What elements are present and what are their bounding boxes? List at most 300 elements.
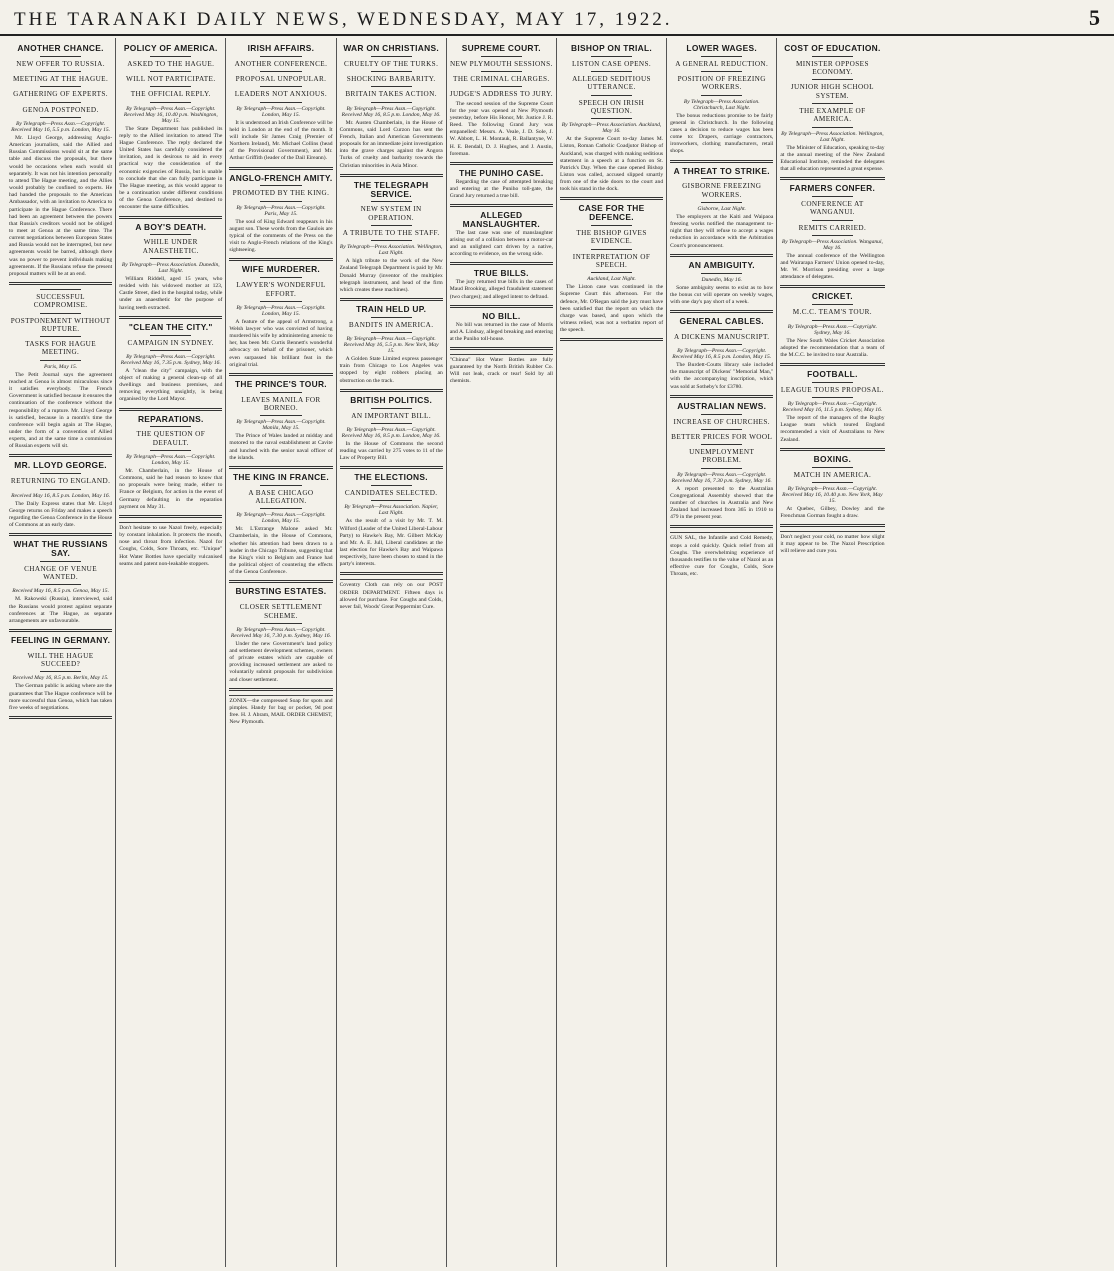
article-body — [670, 285, 773, 306]
article-paragraph: Mr. Austen Chamberlain, in the House of Commons, said Lord Curzon has sent the French, Italian and American Governments proposals for an immediate joint investigation into the grave charges against the Angora Turks of cruelty and barbarity towards the Christian minorities in Asia Minor. — [339, 119, 443, 169]
article-subhead: WHILE UNDER ANAESTHETIC. — [142, 238, 199, 255]
divider-rule — [40, 56, 81, 57]
divider-rule — [812, 320, 854, 321]
article-headline: POLICY OF AMERICA. — [123, 43, 218, 53]
divider-rule — [260, 277, 301, 278]
news-column — [116, 38, 226, 1267]
divider-rule — [150, 335, 191, 336]
article-body — [670, 214, 773, 250]
article-dateline: By Telegraph—Press Assn.—Copyright. Received May 16, 8.5 p.m. London, May 16. — [341, 426, 441, 439]
divider-rule — [812, 103, 854, 104]
article-body — [119, 468, 222, 511]
article-subhead: POSITION OF FREEZING WORKERS. — [677, 75, 766, 92]
divider-rule — [260, 102, 301, 103]
article-dateline: By Telegraph—Press Assn.—Copyright. Received May 16, 7.35 p.m. Sydney, May 16. — [120, 353, 221, 366]
advertisement-text: Coventry Cloth can rely on our POST ORDER DEPARTMENT. Fifteen days is allowed for purchase. For Coughs and Colds, never fail, Woods' Great Peppermint Cure. — [340, 579, 443, 611]
divider-rule — [40, 360, 81, 361]
divider-rule — [260, 599, 301, 600]
article-paragraph: It is understood an Irish Conference will be held in London at the end of the month. It will include Sir James Craig (Premier of Northern Ireland), Mr. Michael Collins (head of the Provisional Government), and Mr. Arthur Griffith (leader of the Dail Eireann). — [229, 119, 333, 162]
article-paragraph: The last case was one of manslaughter arising out of a collision between a motor-car and an unlighted cart driven by a native, according to evidence, on the wrong side. — [449, 229, 553, 258]
divider-rule — [591, 71, 632, 72]
article-subhead: POSTPONEMENT WITHOUT RUPTURE. — [10, 316, 111, 333]
article-body — [340, 356, 443, 385]
article-dateline: By Telegraph—Press Assn.—Copyright. London, May 15. — [236, 304, 326, 317]
article-dateline: By Telegraph—Press Assn.—Copyright. Paris, May 15. — [236, 204, 326, 217]
divider-rule — [40, 671, 81, 672]
article-subhead: MATCH IN AMERICA. — [793, 470, 872, 479]
article-subhead: RETURNING TO ENGLAND. — [10, 477, 111, 486]
article-body — [780, 145, 884, 174]
article-subhead: THE OFFICIAL REPLY. — [130, 90, 211, 99]
divider-rule — [701, 178, 742, 179]
section-separator — [119, 408, 222, 411]
article-headline: LOWER WAGES. — [686, 43, 758, 53]
divider-rule — [40, 561, 81, 562]
article-subhead: ASKED TO THE HAGUE. — [127, 59, 215, 68]
divider-rule — [812, 482, 854, 483]
article-subhead: THE EXAMPLE OF AMERICA. — [799, 106, 866, 124]
section-separator — [9, 716, 112, 719]
article-subhead: CHANGE OF VENUE WANTED. — [24, 564, 98, 582]
article-paragraph: William Riddell, aged 15 years, who resided with his widowed mother at 123, Castle Street, died in the hospital today, while under an anaesthetic for the purpose of having teeth extracted. — [119, 275, 223, 311]
article-body — [9, 596, 112, 625]
divider-rule — [150, 350, 191, 351]
divider-rule — [150, 258, 191, 259]
article-paragraph: Regarding the case of attempted breaking and entering at the Puniho toll-gate, the Grand Jury returned a true bill. — [449, 178, 553, 200]
divider-rule — [371, 56, 412, 57]
section-separator — [229, 466, 332, 469]
section-separator — [450, 347, 553, 350]
divider-rule — [150, 234, 191, 235]
section-separator — [560, 197, 663, 200]
divider-rule — [260, 392, 301, 393]
divider-rule — [701, 444, 742, 445]
article-body — [560, 136, 663, 193]
article-headline: FEELING IN GERMANY. — [10, 635, 111, 645]
section-separator — [340, 298, 443, 301]
divider-rule — [701, 468, 742, 469]
divider-rule — [812, 127, 854, 128]
section-separator — [780, 448, 884, 451]
article-dateline: By Telegraph—Press Association. Christchurch, Last Night. — [683, 98, 760, 111]
divider-rule — [812, 196, 854, 197]
divider-rule — [812, 467, 854, 468]
news-column — [777, 38, 887, 1267]
article-body — [229, 433, 332, 462]
article-headline: THE KING IN FRANCE. — [232, 471, 329, 482]
article-paragraph: A high tribute to the work of the New Zealand Telegraph Department is paid by Mr. Donald Murray (inventor of the multiplex telegraph instrument, and head of the firm which creates these machines). — [339, 258, 443, 293]
divider-rule — [591, 118, 632, 119]
article-subhead: TASKS FOR HAGUE MEETING. — [25, 340, 97, 357]
article-paragraph: The German public is asking where are the guarantees that The Hague conference will be more successful than Genoa, which has taken five weeks of negotiations. — [9, 683, 113, 711]
divider-rule — [701, 414, 742, 415]
divider-rule — [260, 301, 301, 302]
article-dateline: By Telegraph—Press Assn.—Copyright. Received May 16, 8.5 p.m. London, May 16. — [341, 105, 441, 118]
article-body — [119, 126, 222, 212]
article-paragraph: The Liston case was continued in the Supreme Court this afternoon. For the defence, Mr. O'Regan said the jury must have been satisfied that the report on which the charge was based, and upon which the witness relied, was not a verbatim report of the speech. — [559, 284, 664, 334]
article-paragraph: The Prince of Wales landed at midday and motored to the naval establishment at Cavite and lunched with the senior naval officer of the islands. — [229, 433, 333, 461]
section-separator — [229, 258, 332, 261]
section-separator — [9, 533, 112, 536]
article-headline: ANOTHER CHANCE. — [17, 43, 104, 53]
article-subhead: THE BISHOP GIVES EVIDENCE. — [576, 229, 647, 246]
divider-rule — [260, 71, 301, 72]
section-separator — [340, 174, 443, 177]
divider-rule — [371, 86, 412, 87]
section-separator — [9, 282, 112, 285]
article-dateline: By Telegraph—Press Association. Auckland, May 16. — [561, 122, 662, 135]
divider-rule — [40, 648, 81, 649]
article-subhead: UNEMPLOYMENT PROBLEM. — [689, 448, 755, 465]
article-subhead: MINISTER OPPOSES ECONOMY. — [795, 59, 869, 77]
article-dateline: By Telegraph—Press Assn.—Copyright. London, May 15. — [236, 105, 326, 118]
advertisement-text: Don't neglect your cold, no matter how slight it may appear to be. The Nazol Prescription will relieve and cure you. — [780, 531, 884, 555]
divider-rule — [260, 485, 301, 486]
article-paragraph: The Burdett-Coutts library sale included the manuscript of Dickens' "Memorial Man," with the accompanying inscription, which was sold at Sotheby's for £3780. — [670, 362, 774, 390]
divider-rule — [371, 423, 412, 424]
article-subhead: CONFERENCE AT WANGANUI. — [801, 199, 864, 217]
divider-rule — [371, 102, 412, 103]
divider-rule — [260, 56, 301, 57]
divider-rule — [812, 397, 854, 398]
article-paragraph: Mr. Lloyd George, addressing Anglo-American journalists, said the Allied and Russian Commissions would sit at the same table and discuss the proposals, but there would be occasions when each would sit separately. It was not his intention personally to attend The Hague meeting, and the Allies would probably be confined to experts. He had handed the proposals to the American Ambassador, with an invitation to America to participate in the Hague Conference. There had been an agreement between the powers that Russia's creditors would not be obliged to meet at Genoa at the same time. The current negotiations between European States and Russia would not be interrupted, but new agreements would be barred, although there was no power to prevent individuals making agreements. If the Russians refuse the present proposal matters will be at an end. — [9, 134, 113, 277]
section-separator — [9, 629, 112, 632]
divider-rule — [701, 344, 742, 345]
article-dateline: By Telegraph—Press Association. Dunedin, Last Night. — [121, 261, 220, 274]
article-paragraph: As the result of a visit by Mr. T. M. Wilford (Leader of the United Liberal-Labour Party) to Hawke's Bay, Mr. Gilbert McKay and Mr. A. E. Jull, Liberal candidates at the last election for Hawke's Bay and Waipawa respectively, have been chosen to stand in the party's interests. — [339, 518, 443, 568]
article-paragraph: The bonus reductions promise to be fairly general in Christchurch. In the following cases a decision to reduce wages has been come to: Drapers, carriage contractors, ironworkers, clothing manufacturers, retail shops. — [670, 112, 774, 155]
article-headline: BRITISH POLITICS. — [350, 394, 433, 405]
section-separator — [450, 262, 553, 265]
article-subhead: GENOA POSTPONED. — [22, 105, 99, 114]
article-body — [450, 179, 553, 200]
news-column — [557, 38, 667, 1267]
divider-rule — [371, 485, 412, 486]
article-headline: BISHOP ON TRIAL. — [571, 43, 653, 53]
article-headline: WHAT THE RUSSIANS SAY. — [13, 539, 108, 558]
article-dateline: By Telegraph—Press Assn.—Copyright. Received May 16, 10.40 p.m. New York, May 15. — [782, 485, 883, 504]
article-headline: FARMERS CONFER. — [789, 183, 876, 194]
section-separator — [340, 572, 443, 575]
divider-rule — [591, 225, 632, 226]
article-subhead: LEAVES MANILA FOR BORNEO. — [241, 395, 321, 413]
news-column — [6, 38, 116, 1267]
article-headline: GENERAL CABLES. — [679, 316, 764, 327]
divider-rule — [150, 71, 191, 72]
divider-rule — [150, 86, 191, 87]
article-paragraph: The Petit Journal says the agreement reached at Genoa is almost miraculous since it satisfies everybody. The French Government is satisfied because it ensures the continuation of the conference without the responsibility of a rupture. Mr. Lloyd George is satisfied, because in a month's time the conference will begin again at The Hague, under the form of a convention of Allied experts, and at the same time a commission of Russian experts will sit. — [9, 371, 113, 450]
article-body — [229, 526, 332, 576]
article-headline: ANGLO-FRENCH AMITY. — [229, 172, 333, 183]
article-subhead: THE CRIMINAL CHARGES. — [453, 75, 550, 84]
article-paragraph: A "clean the city" campaign, with the object of making a general clean-up of all dwellings and business premises, and removing everything unsightly, is being organised by the Lord Mayor. — [119, 367, 223, 403]
article-paragraph: At the Supreme Court to-day James M. Liston, Roman Catholic Coadjutor Bishop of Auckland, was charged with making seditious statement in a speech at a function on St. Patrick's Day. When the case opened Bishop Liston was called, accused slipped smartly from one of the side doors to the court and took his stand in the dock. — [559, 136, 664, 193]
article-paragraph: At Quebec, Gilbey, Dowley and the Frenchman Gorman fought a draw. — [780, 505, 885, 519]
article-body — [229, 120, 332, 163]
section-separator — [450, 162, 553, 165]
article-dateline: By Telegraph—Press Assn.—Copyright. Manila, May 15. — [236, 419, 326, 432]
advertisement-text: ZONIX—the compressed Soap for spots and pimples. Handy for bag or pocket, 9d post free. H. J. Abram, MAIL ORDER CHEMIST, New Plymouth. — [229, 695, 332, 727]
article-headline: SUPREME COURT. — [461, 43, 541, 53]
divider-rule — [260, 623, 301, 624]
article-headline: COST OF EDUCATION. — [784, 43, 881, 53]
article-subhead: A BASE CHICAGO ALLEGATION. — [248, 488, 314, 506]
article-dateline: By Telegraph—Press Assn.—Copyright. Received May 16, 7.30 p.m. Sydney, May 16. — [671, 471, 772, 484]
article-paragraph: No bill was returned in the case of Morris and A. Lindsay, alleged breaking and entering at the Puniho toll-house. — [449, 321, 553, 342]
article-subhead: JUNIOR HIGH SCHOOL SYSTEM. — [790, 83, 874, 100]
article-paragraph: The report of the managers of the Rugby League team which toured England recommended a visit of Australians to New Zealand. — [780, 415, 885, 443]
article-body — [670, 113, 773, 156]
advertisement-text: Don't hesitate to use Nazol freely, especially by constant inhalation. It protects the mouth, nose and throat from infection. Nazol for Coughs, Colds, Sore Throats, etc. "Unique" Hot Water Bottles have specially vulcanised seams and patent non-leakable stoppers. — [119, 522, 222, 568]
article-subhead: JUDGE'S ADDRESS TO JURY. — [449, 90, 553, 99]
section-separator — [670, 254, 773, 257]
section-separator — [780, 524, 884, 527]
divider-rule — [40, 584, 81, 585]
article-subhead: PROMOTED BY THE KING. — [232, 189, 330, 198]
article-body — [340, 258, 443, 294]
article-subhead: INCREASE OF CHURCHES. — [673, 417, 770, 426]
article-paragraph: Mr. L'Estrange Malone asked Mr. Chamberlain, in the House of Commons, whether his attention had been drawn to a leader in the Chicago Tribune, suggesting that the King's visit to Belgium and France had the political object of countering the effects of the Genoa Conference. — [229, 526, 333, 576]
article-body — [9, 135, 112, 278]
divider-rule — [591, 272, 632, 273]
article-subhead: THE QUESTION OF DEFAULT. — [136, 430, 206, 447]
article-subhead: NEW PLYMOUTH SESSIONS. — [449, 59, 553, 68]
article-dateline: Received May 16, 8.5 p.m. Berlin, May 15. — [12, 675, 109, 682]
article-paragraph: A Golden State Limited express passenger train from Chicago to Los Angeles was stopped by eight robbers placing an obstruction on the track. — [339, 356, 443, 384]
article-subhead: LISTON CASE OPENS. — [571, 59, 652, 68]
article-headline: WAR ON CHRISTIANS. — [343, 43, 439, 53]
article-headline: BURSTING ESTATES. — [235, 586, 327, 597]
divider-rule — [701, 329, 742, 330]
section-separator — [229, 167, 332, 170]
article-body — [780, 338, 884, 359]
article-headline: MR. LLOYD GEORGE. — [14, 460, 107, 471]
divider-rule — [812, 382, 854, 383]
article-body — [9, 501, 112, 530]
divider-rule — [591, 56, 632, 57]
article-headline: NO BILL. — [482, 310, 521, 321]
divider-rule — [260, 86, 301, 87]
article-dateline: By Telegraph—Press Association. Wellington, Last Night. — [339, 244, 443, 257]
article-dateline: By Telegraph—Press Assn.—Copyright. London, May 15. — [236, 512, 326, 525]
article-body — [670, 362, 773, 391]
article-dateline: Received May 16, 8.5 p.m. London, May 16. — [11, 492, 111, 499]
article-paragraph: The employers at the Kaiti and Waipaoa freezing works notified the management to-night that they will refuse to accept a wages reduction in accordance with the Arbitration Court's pronouncement. — [670, 213, 774, 249]
article-dateline: Gisborne, Last Night. — [697, 205, 746, 212]
divider-rule — [40, 86, 81, 87]
divider-rule — [40, 71, 81, 72]
article-dateline: Dunedin, May 16. — [701, 276, 742, 283]
section-separator — [340, 466, 443, 469]
article-subhead: WILL THE HAGUE SUCCEED? — [27, 651, 94, 669]
section-separator — [780, 177, 884, 180]
divider-rule — [371, 408, 412, 409]
divider-rule — [701, 202, 742, 203]
divider-rule — [812, 235, 854, 236]
section-separator — [670, 525, 773, 528]
article-headline: IRISH AFFAIRS. — [247, 43, 315, 53]
article-headline: TRUE BILLS. — [473, 268, 529, 279]
divider-rule — [591, 249, 632, 250]
article-subhead: A GENERAL REDUCTION. — [675, 59, 769, 68]
news-column — [447, 38, 557, 1267]
article-paragraph: The New South Wales Cricket Association adopted the recommendation that a team of the M.C.C. be invited to tour Australia. — [780, 337, 885, 358]
masthead — [0, 0, 1114, 36]
section-separator — [119, 515, 222, 518]
divider-rule — [260, 508, 301, 509]
article-subhead: CANDIDATES SELECTED. — [344, 489, 438, 498]
article-dateline: By Telegraph—Press Assn.—Copyright. Received May 16, 5.5 p.m. New York, May 15. — [343, 336, 439, 355]
article-dateline: By Telegraph—Press Association. Wellington, Last Night. — [781, 130, 884, 143]
divider-rule — [150, 56, 191, 57]
divider-rule — [812, 56, 854, 57]
section-separator — [229, 580, 332, 583]
article-paragraph: The jury returned true bills in the cases of Maud Brooking, alleged fraudulent statement (two charges); and alleged intent to defraud. — [449, 279, 553, 300]
article-dateline: By Telegraph—Press Association. Wanganui, May 16. — [781, 238, 883, 251]
section-separator — [229, 373, 332, 376]
article-headline: FOOTBALL. — [807, 368, 858, 379]
article-subhead: A DICKENS MANUSCRIPT. — [673, 332, 770, 341]
divider-rule — [40, 102, 81, 103]
article-body — [450, 230, 553, 259]
divider-rule — [591, 95, 632, 96]
article-headline: THE TELEGRAPH SERVICE. — [353, 179, 429, 199]
article-paragraph: The State Department has published its reply to the Allied invitation to attend The Hague Conference. The reply declared the United States has carefully considered the invitation, and is desirous to aid in every practical way the consideration of the economic exigencies of Russia, but is unable to conclude that she can fully participate in The Hague meeting, as this would appear to be a continuation under different conditions of the Genoa Conference, and destined to encounter the same difficulties. — [119, 125, 223, 211]
advertisement-text: "Chinna" Hot Water Bottles are fully guaranteed by the North British Rubber Co. Will not leak, crack or tear! Sold by all chemists. — [450, 354, 553, 386]
advertisement-text: GUN SAL, the Infantile and Cold Remedy, stops a cold quickly. Quick relief from all Coughs. The overwhelming experience of thousands testifies to the value of Nazol as an effective cure for Coughs, Colds, Sore Throats, etc. — [670, 532, 773, 578]
section-separator — [670, 395, 773, 398]
article-subhead: CAMPAIGN IN SYDNEY. — [127, 338, 215, 347]
section-separator — [119, 216, 222, 219]
news-column — [337, 38, 447, 1267]
article-headline: CRICKET. — [811, 291, 853, 302]
article-paragraph: Under the new Government's land policy and settlement development schemes, owners of private estates which are capable of providing increased settlement are asked to voluntarily submit proposals for subdivision and closer settlement. — [229, 640, 333, 683]
divider-rule — [371, 71, 412, 72]
divider-rule — [371, 201, 412, 202]
article-subhead: NEW SYSTEM IN OPERATION. — [360, 205, 422, 222]
divider-rule — [701, 429, 742, 430]
divider-rule — [812, 304, 854, 305]
page-number: 5 — [1089, 5, 1100, 30]
article-headline: AUSTRALIAN NEWS. — [677, 400, 767, 411]
article-subhead: REMITS CARRIED. — [798, 223, 867, 232]
article-body — [560, 284, 663, 334]
divider-rule — [40, 489, 81, 490]
article-body — [229, 641, 332, 684]
article-dateline: By Telegraph—Press Assn.—Copyright. London, May 15. — [126, 453, 216, 466]
divider-rule — [701, 71, 742, 72]
divider-rule — [701, 95, 742, 96]
article-headline: CASE FOR THE DEFENCE. — [578, 203, 645, 223]
article-subhead: GATHERING OF EXPERTS. — [13, 90, 108, 99]
article-subhead: A TRIBUTE TO THE STAFF. — [342, 228, 440, 237]
article-body — [340, 518, 443, 568]
article-subhead: LEADERS NOT ANXIOUS. — [234, 90, 328, 99]
section-separator — [780, 363, 884, 366]
article-dateline: Paris, May 15. — [43, 363, 78, 370]
divider-rule — [371, 500, 412, 501]
divider-rule — [371, 240, 412, 241]
section-separator — [119, 316, 222, 319]
article-dateline: Received May 16, 8.5 p.m. Genoa, May 15. — [12, 588, 109, 595]
article-headline: THE PUNIHO CASE. — [459, 167, 544, 178]
article-headline: THE PRINCE'S TOUR. — [235, 378, 327, 389]
article-subhead: BANDITS IN AMERICA. — [348, 320, 434, 329]
article-headline: WIFE MURDERER. — [241, 264, 321, 275]
divider-rule — [150, 426, 191, 427]
divider-rule — [40, 473, 81, 474]
article-body — [229, 219, 332, 255]
article-subhead: CRUELTY OF THE TURKS. — [344, 59, 439, 68]
article-body — [9, 683, 112, 712]
article-subhead: INTERPRETATION OF SPEECH. — [572, 252, 651, 269]
divider-rule — [150, 450, 191, 451]
divider-rule — [260, 201, 301, 202]
article-subhead: PROPOSAL UNPOPULAR. — [235, 75, 327, 84]
divider-rule — [701, 56, 742, 57]
news-columns — [0, 36, 1114, 1267]
article-paragraph: The Minister of Education, speaking to-day at the annual meeting of the New Zealand Educational Institute, reminded the delegates that all education represented a great expense. — [780, 144, 885, 172]
article-subhead: ANOTHER CONFERENCE. — [234, 59, 328, 68]
section-separator — [450, 305, 553, 308]
article-paragraph: In the House of Commons the second reading was carried by 275 votes to 11 of the Law of Property Bill. — [339, 440, 443, 462]
divider-rule — [40, 336, 81, 337]
article-paragraph: M. Rakowski (Russia), interviewed, said the Russians would protest against separate conferences at The Hague, as separate arrangements are unfavourable. — [9, 596, 113, 624]
article-subhead: NEW OFFER TO RUSSIA. — [16, 59, 105, 68]
article-body — [780, 253, 884, 282]
article-dateline: Auckland, Last Night. — [587, 276, 636, 283]
article-subhead: SPEECH ON IRISH QUESTION. — [578, 98, 645, 115]
section-separator — [780, 285, 884, 288]
divider-rule — [40, 289, 81, 290]
article-subhead: CLOSER SETTLEMENT SCHEME. — [239, 603, 323, 620]
article-subhead: LEAGUE TOURS PROPOSAL. — [780, 385, 884, 394]
divider-rule — [371, 225, 412, 226]
section-separator — [450, 204, 553, 207]
article-paragraph: The Daily Express states that Mr. Lloyd George returns on Friday and makes a speech regarding the Genoa Conference in the House of Commons at an early date. — [9, 500, 113, 529]
divider-rule — [371, 332, 412, 333]
article-body — [119, 368, 222, 404]
divider-rule — [481, 56, 522, 57]
news-column — [226, 38, 336, 1267]
article-headline: THE ELECTIONS. — [354, 472, 428, 483]
masthead-title: THE TARANAKI DAILY NEWS, WEDNESDAY, MAY 17, 1922. — [14, 9, 673, 30]
article-subhead: BETTER PRICES FOR WOOL — [671, 432, 773, 441]
article-subhead: AN IMPORTANT BILL. — [351, 411, 432, 420]
article-headline: TRAIN HELD UP. — [356, 304, 427, 314]
article-paragraph: The annual conference of the Wellington and Wairarapa Farmers' Union opened to-day, Mr. W. Morrison presiding over a large attendance of delegates. — [780, 252, 885, 281]
divider-rule — [150, 102, 191, 103]
section-separator — [670, 310, 773, 313]
divider-rule — [812, 220, 854, 221]
article-dateline: By Telegraph—Press Assn.—Copyright. Received May 16, 8.5 p.m. London, May 15. — [672, 348, 772, 361]
article-dateline: By Telegraph—Press Assn.—Copyright. Received May 16, 10.40 p.m. Washington, May 15. — [123, 105, 218, 124]
article-paragraph: A feature of the appeal of Armstrong, a Welsh lawyer who was convicted of having murdered his wife by administering arsenic to her, has been Mr. Curtis Bennett's wonderful advocacy on behalf of the prisoner, which even surpassed his brilliant feat in the original trial. — [229, 318, 333, 368]
divider-rule — [701, 273, 742, 274]
article-dateline: By Telegraph—Press Assn.—Copyright. Received May 16, 11.5 p.m. Sydney, May 16. — [782, 401, 883, 414]
article-body — [670, 486, 773, 522]
section-separator — [560, 338, 663, 341]
section-separator — [670, 160, 773, 163]
article-subhead: WILL NOT PARTICIPATE. — [126, 75, 216, 84]
section-separator — [340, 389, 443, 392]
article-body — [780, 415, 884, 444]
article-headline: BOXING. — [813, 453, 852, 464]
article-body — [119, 276, 222, 312]
divider-rule — [481, 71, 522, 72]
article-dateline: By Telegraph—Press Assn.—Copyright. Received May 16, 7.30 p.m. Sydney, May 16. — [230, 626, 332, 639]
section-separator — [229, 688, 332, 691]
